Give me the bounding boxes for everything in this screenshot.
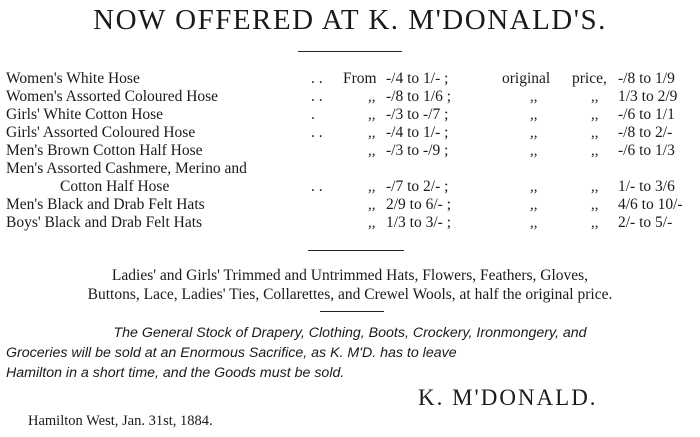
- page-title: NOW OFFERED AT K. M'DONALD'S.: [93, 4, 607, 36]
- from-label: ,,: [368, 125, 376, 141]
- leader-dots: . .: [311, 88, 323, 105]
- statement-line: Hamilton in a short time, and the Goods must be sold.: [6, 365, 345, 381]
- leader-dots: . .: [311, 70, 323, 87]
- divider-rule: [320, 311, 384, 312]
- original-price: -/6 to 1/3: [618, 142, 675, 159]
- statement-line: Groceries will be sold at an Enormous Sacrifice, as K. M'D. has to leave: [6, 345, 457, 361]
- original-price: -/6 to 1/1: [618, 106, 675, 123]
- original-label: ,,: [530, 179, 538, 195]
- from-label: From: [343, 70, 377, 87]
- divider-rule: [298, 51, 402, 52]
- item-description: Girls' White Cotton Hose: [6, 106, 164, 123]
- price-label: ,,: [591, 197, 599, 213]
- original-label: ,,: [530, 215, 538, 231]
- notice-line: Ladies' and Girls' Trimmed and Untrimmed Hats, Flowers, Feathers, Gloves,: [111, 267, 589, 284]
- leader-dots: .: [311, 106, 315, 123]
- divider-rule: [308, 250, 404, 251]
- original-label: original: [502, 70, 551, 87]
- offer-price: 1/3 to 3/- ;: [386, 214, 452, 231]
- statement-line: The General Stock of Drapery, Clothing, Boots, Crockery, Ironmongery, and: [113, 325, 587, 341]
- price-label: ,,: [591, 179, 599, 195]
- from-label: ,,: [368, 197, 376, 213]
- original-price: -/8 to 1/9: [618, 70, 675, 87]
- from-label: ,,: [368, 143, 376, 159]
- price-label: ,,: [591, 125, 599, 141]
- from-label: ,,: [368, 107, 376, 123]
- offer-price: -/3 to -/7 ;: [386, 106, 449, 123]
- price-label: ,,: [591, 89, 599, 105]
- dateline: Hamilton West, Jan. 31st, 1884.: [28, 413, 213, 429]
- offer-price: -/7 to 2/- ;: [386, 178, 449, 195]
- item-description: Men's Black and Drab Felt Hats: [6, 196, 205, 213]
- item-description: Men's Brown Cotton Half Hose: [6, 142, 203, 159]
- price-label: ,,: [591, 107, 599, 123]
- original-price: 1/- to 3/6: [618, 178, 675, 195]
- original-price: -/8 to 2/-: [618, 124, 673, 141]
- item-description: Women's White Hose: [6, 70, 140, 87]
- price-label: price,: [572, 70, 607, 87]
- original-label: ,,: [530, 125, 538, 141]
- price-label: ,,: [591, 215, 599, 231]
- original-label: ,,: [530, 197, 538, 213]
- item-description: Women's Assorted Coloured Hose: [6, 88, 219, 105]
- original-label: ,,: [530, 107, 538, 123]
- original-label: ,,: [530, 143, 538, 159]
- offer-price: -/4 to 1/- ;: [386, 70, 449, 87]
- offer-price: -/4 to 1/- ;: [386, 124, 449, 141]
- original-price: 4/6 to 10/-: [618, 196, 683, 213]
- original-price: 2/- to 5/-: [618, 214, 673, 231]
- from-label: ,,: [368, 89, 376, 105]
- offer-price: -/3 to -/9 ;: [386, 142, 449, 159]
- notice-line: Buttons, Lace, Ladies' Ties, Collarettes, and Crewel Wools, at half the original price.: [87, 286, 613, 303]
- original-price: 1/3 to 2/9: [618, 88, 678, 105]
- offer-price: 2/9 to 6/- ;: [386, 196, 452, 213]
- item-description: Boys' Black and Drab Felt Hats: [6, 214, 203, 231]
- from-label: ,,: [368, 179, 376, 195]
- offer-price: -/8 to 1/6 ;: [386, 88, 452, 105]
- item-description: Cotton Half Hose: [60, 178, 170, 195]
- item-description: Girls' Assorted Coloured Hose: [6, 124, 196, 141]
- from-label: ,,: [368, 215, 376, 231]
- item-description: Men's Assorted Cashmere, Merino and: [6, 160, 247, 177]
- leader-dots: . .: [311, 178, 323, 195]
- leader-dots: . .: [311, 124, 323, 141]
- price-label: ,,: [591, 143, 599, 159]
- original-label: ,,: [530, 89, 538, 105]
- signature: K. M'DONALD.: [418, 385, 598, 410]
